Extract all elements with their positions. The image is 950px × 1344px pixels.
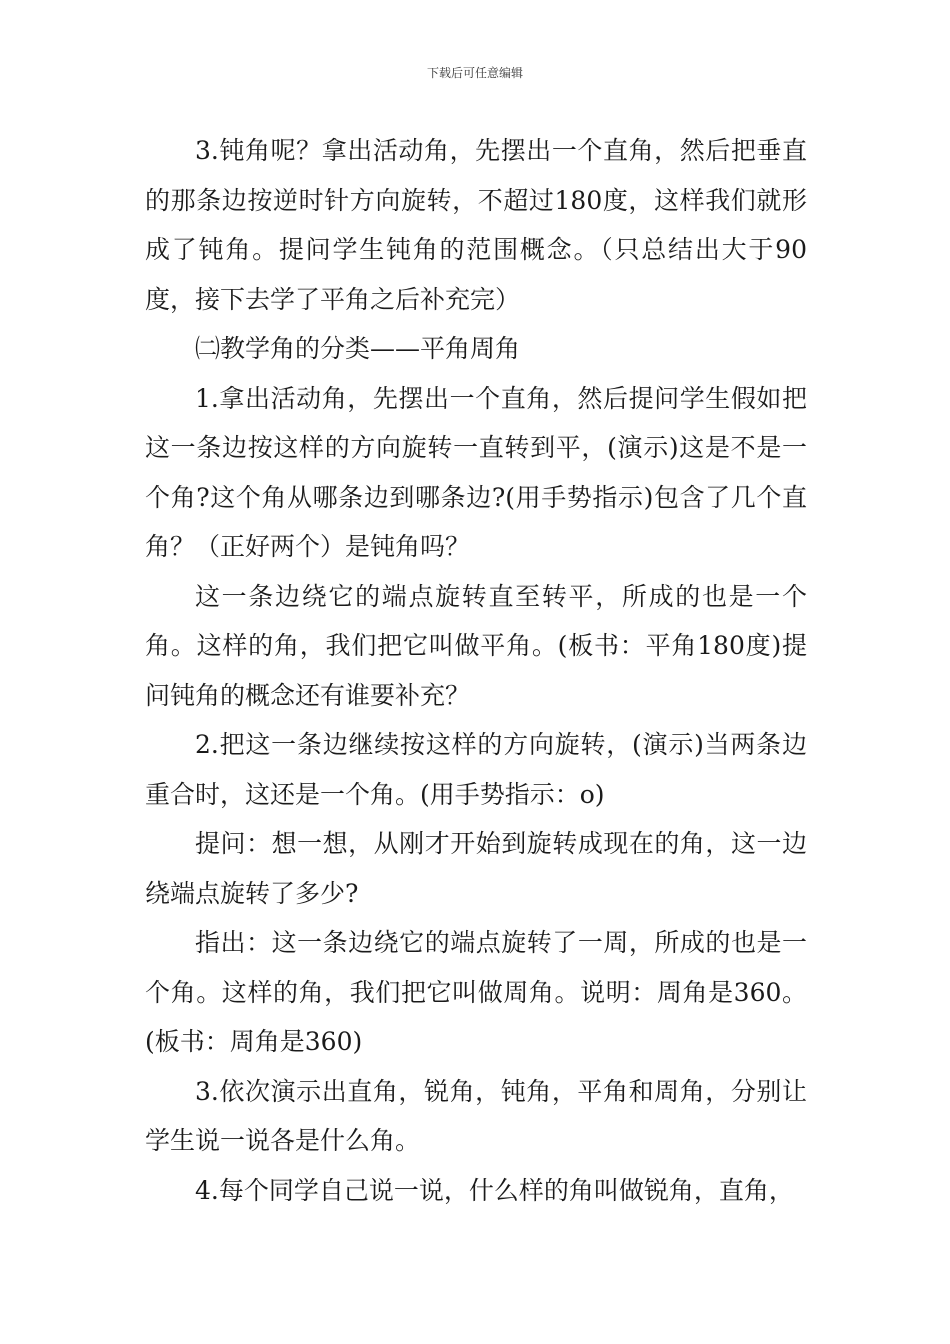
paragraph-question-rotation: 提问：想一想，从刚才开始到旋转成现在的角，这一边绕端点旋转了多少? <box>145 829 807 908</box>
paragraph-students-describe: 4.每个同学自己说一说，什么样的角叫做锐角，直角， <box>195 1175 794 1205</box>
document-body <box>145 126 807 1215</box>
page-header: 下载后可任意编辑 <box>426 66 523 80</box>
paragraph-obtuse-angle: 3.钝角呢？拿出活动角，先摆出一个直角，然后把垂直的那条边按逆时针方向旋转，不超过180度，这样我们就形成了钝角。提问学生钝角的范围概念。（只总结出大于90度，接下去学了平角之后补充完） <box>145 136 807 314</box>
paragraph-full-angle-definition: 指出：这一条边绕它的端点旋转了一周，所成的也是一个角。这样的角，我们把它叫做周角。说明：周角是360。(板书：周角是360) <box>145 928 807 1056</box>
paragraph-straight-angle-definition: 这一条边绕它的端点旋转直至转平，所成的也是一个角。这样的角，我们把它叫做平角。(板书：平角180度)提问钝角的概念还有谁要补充？ <box>145 581 807 710</box>
paragraph-straight-angle-demo: 1.拿出活动角，先摆出一个直角，然后提问学生假如把这一条边按这样的方向旋转一直转到平，(演示)这是不是一个角?这个角从哪条边到哪条边?(用手势指示)包含了几个直角？（正好两个）是钝角吗？ <box>145 383 807 561</box>
paragraph-edges-overlap: 2.把这一条边继续按这样的方向旋转，(演示)当两条边重合时，这还是一个角。(用手势指示：o) <box>145 730 807 809</box>
section-heading-angle-classification: ㈡教学角的分类——平角周角 <box>195 334 521 363</box>
paragraph-demo-all-angles: 3.依次演示出直角，锐角，钝角，平角和周角，分别让学生说一说各是什么角。 <box>145 1076 807 1155</box>
